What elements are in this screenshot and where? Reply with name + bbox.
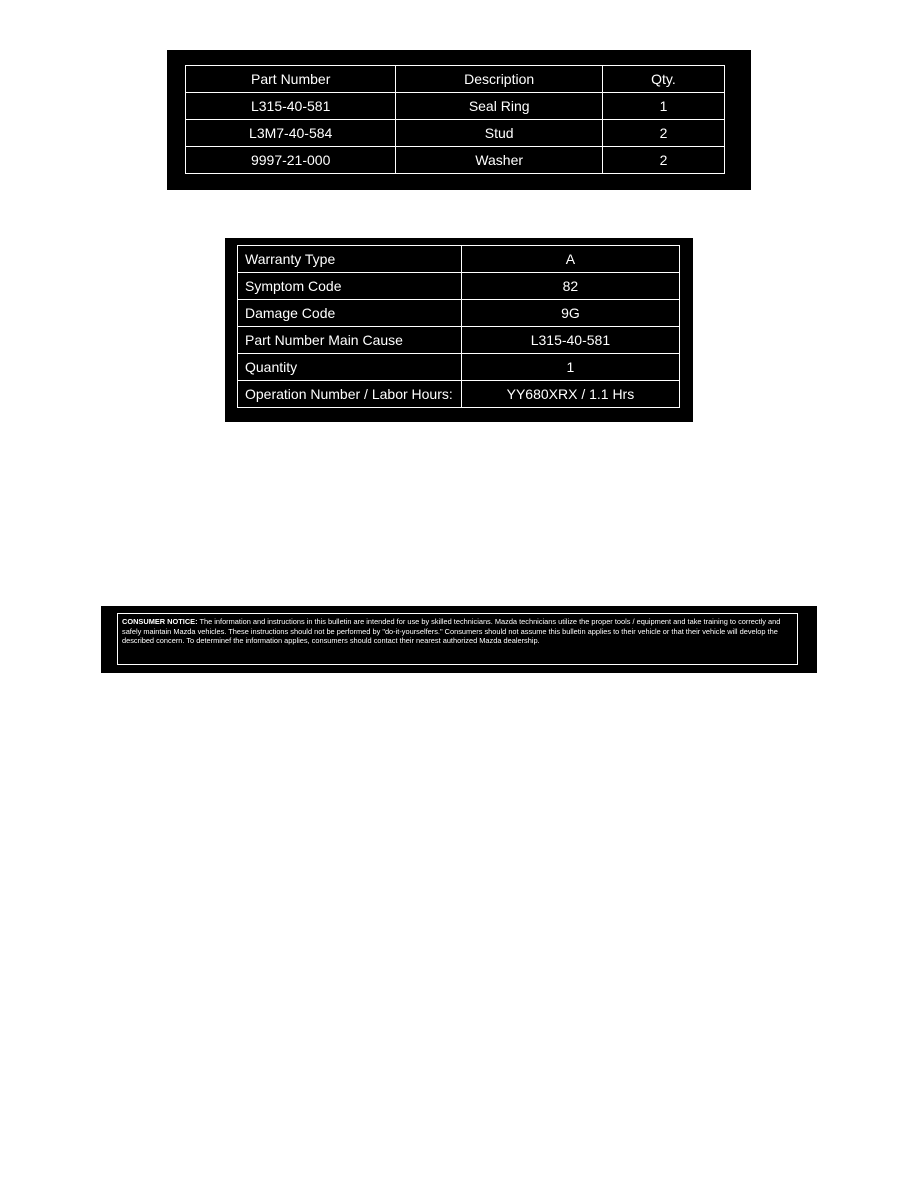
consumer-notice-text: The information and instructions in this bulletin are intended for use by skilled technicians. Mazda technicians utilize the proper tools / equipment and take training to correctly and safely maintain Mazda vehicles. These instructions should not be performed by "do-it-yourselfers." Consumers should not assume this bulletin applies to their vehicle or that their vehicle will develop the described concern. To determinef the information applies, consumers should contact their nearest authorized Mazda dealership. [122, 617, 781, 646]
table-row [238, 354, 680, 381]
consumer-notice-box [117, 613, 798, 665]
warranty-label-cell: Quantity [238, 354, 462, 381]
parts-table [185, 65, 725, 174]
table-row [186, 120, 725, 147]
column-header-qty: Qty. [602, 66, 724, 93]
part-number-cell: L3M7-40-584 [186, 120, 396, 147]
table-row [238, 381, 680, 408]
warranty-value-cell: L315-40-581 [461, 327, 679, 354]
warranty-label-cell: Operation Number / Labor Hours: [238, 381, 462, 408]
column-header-part-number: Part Number [186, 66, 396, 93]
table-header-row [186, 66, 725, 93]
description-cell: Stud [396, 120, 603, 147]
table-row [238, 327, 680, 354]
qty-cell: 1 [602, 93, 724, 120]
table-row [238, 300, 680, 327]
description-cell: Seal Ring [396, 93, 603, 120]
table-row [238, 246, 680, 273]
warranty-label-cell: Warranty Type [238, 246, 462, 273]
consumer-notice-heading: CONSUMER NOTICE: [122, 617, 198, 626]
consumer-notice-panel [101, 606, 817, 673]
column-header-description: Description [396, 66, 603, 93]
warranty-label-cell: Part Number Main Cause [238, 327, 462, 354]
warranty-value-cell: A [461, 246, 679, 273]
warranty-value-cell: YY680XRX / 1.1 Hrs [461, 381, 679, 408]
warranty-label-cell: Damage Code [238, 300, 462, 327]
description-cell: Washer [396, 147, 603, 174]
part-number-cell: L315-40-581 [186, 93, 396, 120]
warranty-value-cell: 1 [461, 354, 679, 381]
warranty-value-cell: 9G [461, 300, 679, 327]
part-number-cell: 9997-21-000 [186, 147, 396, 174]
table-row [186, 147, 725, 174]
parts-table-panel [167, 50, 751, 190]
qty-cell: 2 [602, 120, 724, 147]
table-row [238, 273, 680, 300]
qty-cell: 2 [602, 147, 724, 174]
warranty-value-cell: 82 [461, 273, 679, 300]
warranty-table-panel [225, 238, 693, 422]
warranty-label-cell: Symptom Code [238, 273, 462, 300]
table-row [186, 93, 725, 120]
warranty-table [237, 245, 680, 408]
